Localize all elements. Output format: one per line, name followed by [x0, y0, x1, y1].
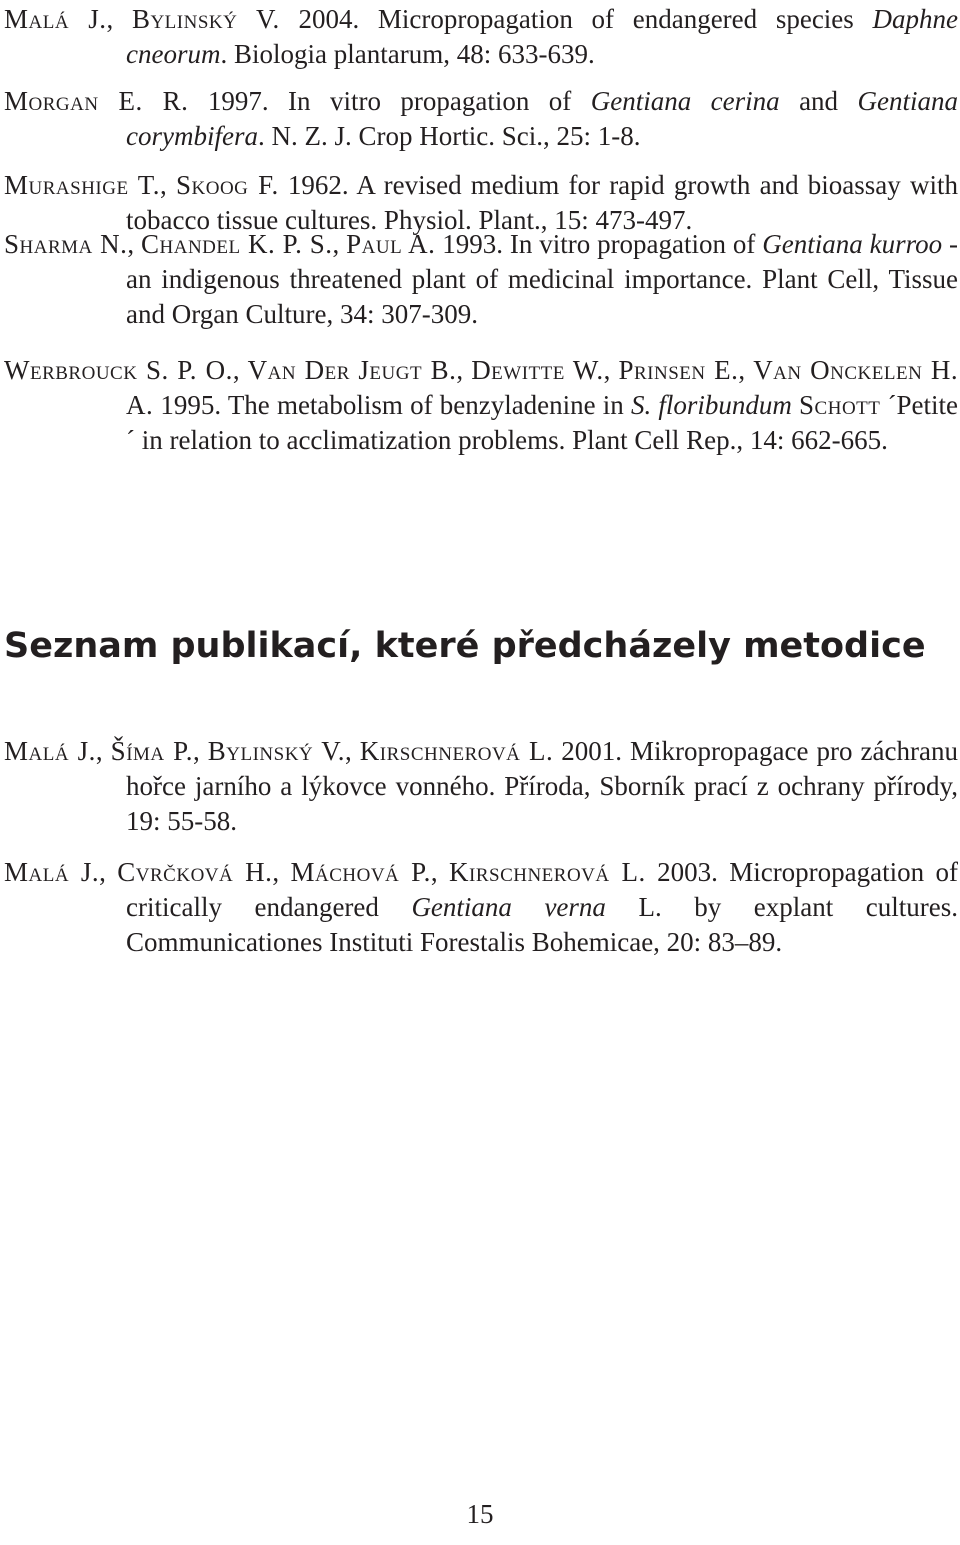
section-heading: Seznam publikací, které předcházely metodice	[4, 626, 926, 666]
reference-separator: ,	[456, 355, 472, 385]
reference-author: Chandel K. P. S.	[141, 229, 333, 259]
reference-author: Prinsen E.	[618, 355, 739, 385]
reference-text: . N. Z. J. Crop Hortic. Sci., 25: 1-8.	[257, 121, 641, 151]
reference-separator: ,	[106, 4, 132, 34]
reference-species: Gentiana corymbifera	[126, 86, 958, 151]
page-number: 15	[466, 1499, 494, 1529]
reference-author: Malá J.	[4, 4, 107, 34]
reference-text: L. by explant cultures. Communicationes Instituti Forestalis Bohemicae, 20: 83–89.	[126, 892, 958, 957]
reference-author: Bylinský V.	[131, 4, 280, 34]
reference-author: Dewitte W.	[471, 355, 604, 385]
reference-separator: ,	[192, 736, 208, 766]
reference-separator: ,	[603, 355, 619, 385]
reference-author: Bylinský V.	[207, 736, 345, 766]
reference-text: 1993. In vitro propagation of	[435, 229, 763, 259]
reference-species: Gentiana cerina	[590, 86, 780, 116]
reference-text: 2004. Micropropagation of endangered species	[279, 4, 873, 34]
reference-author: Skoog F.	[176, 170, 279, 200]
reference-author: Van Onckelen H. A.	[126, 355, 959, 420]
reference-species: S. floribundum	[630, 390, 792, 420]
reference-text: 1962. A revised medium for rapid growth and bioassay with tobacco tissue cultures. Physiol. Plant., 15: 473-497.	[126, 170, 958, 235]
reference-separator: ,	[99, 857, 118, 887]
reference-text: 1997. In vitro propagation of	[188, 86, 591, 116]
reference-text: 1995. The metabolism of benzyladenine in	[153, 390, 631, 420]
reference-separator: ,	[232, 355, 248, 385]
reference-author: Kirschnerová L.	[449, 857, 646, 887]
reference-text: . Biologia plantarum, 48: 633-639.	[220, 39, 595, 69]
reference-separator: ,	[272, 857, 291, 887]
reference-mala-sima-2001	[4, 734, 958, 839]
reference-author: Cvrčková H.	[117, 857, 273, 887]
reference-text: 2001. Mikropropagace pro záchranu hořce jarního a lýkovce vonného. Příroda, Sborník prací z ochrany přírody, 19: 55-58.	[126, 736, 958, 836]
reference-text: - an indigenous threatened plant of medicinal importance. Plant Cell, Tissue and Organ Culture, 34: 307-309.	[126, 229, 958, 329]
reference-morgan-1997	[4, 84, 958, 154]
reference-separator: ,	[95, 736, 111, 766]
reference-separator: ,	[344, 736, 360, 766]
reference-author: Sharma N.	[4, 229, 128, 259]
reference-separator: ,	[430, 857, 449, 887]
reference-separator: ,	[332, 229, 347, 259]
reference-author: Murashige T.	[4, 170, 161, 200]
reference-mala-cvrckova-2003	[4, 855, 958, 960]
reference-text	[792, 390, 799, 420]
reference-author: Malá J.	[4, 736, 96, 766]
reference-species: Gentiana verna	[411, 892, 606, 922]
reference-separator: ,	[127, 229, 141, 259]
reference-author: Morgan E. R.	[4, 86, 189, 116]
reference-author: Malá J.	[4, 857, 100, 887]
reference-separator: ,	[738, 355, 754, 385]
reference-author: Paul A.	[346, 229, 436, 259]
reference-text: 2003. Micropropagation of critically endangered	[126, 857, 958, 922]
reference-author: Máchová P.	[290, 857, 431, 887]
reference-species: Daphne cneorum	[126, 4, 958, 69]
reference-author: Van Der Jeugt B.	[247, 355, 457, 385]
reference-mala-bylinsky-2004	[4, 2, 958, 72]
reference-author: Kirschnerová L.	[359, 736, 554, 766]
reference-author: Werbrouck S. P. O.	[4, 355, 233, 385]
reference-author: Šíma P.	[110, 736, 193, 766]
reference-separator: ,	[160, 170, 176, 200]
reference-text: and	[779, 86, 858, 116]
reference-werbrouck-1995	[4, 353, 958, 458]
reference-species: Gentiana kurroo	[762, 229, 943, 259]
reference-sharma-1993	[4, 227, 958, 332]
reference-author: Schott	[799, 390, 881, 420]
reference-text: ´Petite´ in relation to acclimatization problems. Plant Cell Rep., 14: 662-665.	[126, 390, 959, 455]
